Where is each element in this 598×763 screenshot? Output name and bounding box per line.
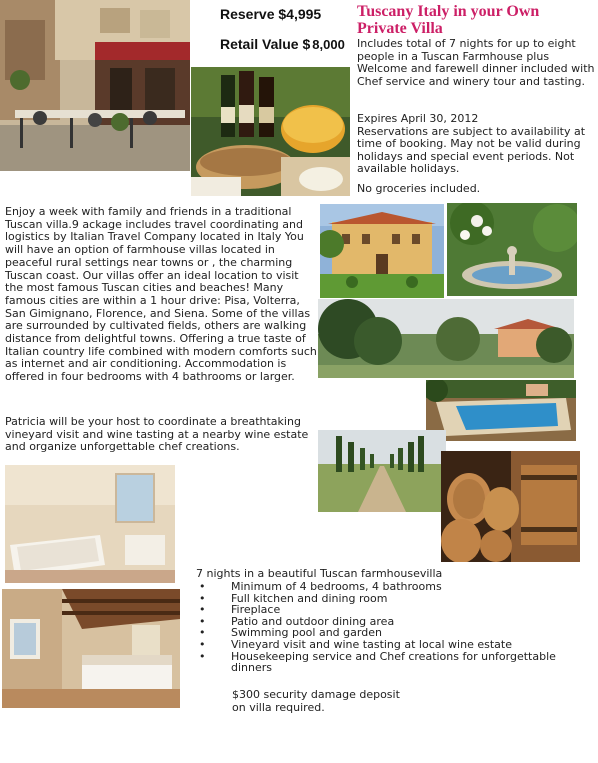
retail-value — [220, 36, 345, 52]
bedroom-photo — [2, 589, 180, 708]
cafe-street-photo — [0, 0, 190, 171]
amenity-item: • Full kitchen and dining room — [196, 593, 586, 605]
bathroom-photo — [5, 465, 175, 583]
wine-cheese-photo — [191, 67, 350, 196]
terms-block — [357, 113, 595, 176]
swimming-pool-photo — [426, 380, 576, 441]
reserve-price: Reserve $4,995 — [220, 6, 322, 22]
offer-title: Tuscany Italy in your Own Private Villa — [357, 3, 540, 37]
retail-value-label: Retail Value $ — [220, 36, 311, 52]
amenity-item: • Minimum of 4 bedrooms, 4 bathrooms — [196, 581, 586, 593]
amenity-item: • Vineyard visit and wine tasting at local wine estate — [196, 639, 586, 651]
description-paragraph-2: Patricia will be your host to coordinate a breathtaking vineyard visit and wine tasting at a nearby wine estate and organize unforgettable chef creations. — [5, 415, 309, 454]
amenities-list — [196, 581, 586, 674]
reservation-terms: Reservations are subject to availability at time of booking. May not be valid during holidays and special event periods. Not available holidays. — [357, 124, 586, 176]
expiry-date: Expires April 30, 2012 — [357, 112, 479, 125]
amenity-item: • Fireplace — [196, 604, 586, 616]
retail-value-amount: 8,000 — [312, 37, 345, 52]
wine-barrels-photo — [441, 451, 580, 562]
amenity-item: • Housekeeping service and Chef creations for unforgettable dinners — [196, 651, 586, 674]
cypress-avenue-photo — [318, 430, 446, 512]
description-paragraph-1: Enjoy a week with family and friends in a traditional Tuscan villa.9 ackage includes travel coordinating and logistics by Italian Travel Company located in Italy You will have an option of farmhouse villas located in peaceful rural settings near towns or , the charming Tuscan coast. Our villas offer an ideal location to visit the most famous Tuscan cities and beaches! Many famous cities are within a 1 hour drive: Pisa, Volterra, San Gimignano, Florence, and Siena. Some of the villas are surrounded by cultivated fields, others are walking distance from delightful towns. Offering a true taste of Italian country life combined with modern comforts such as internet and air conditioning. Accommodation is offered in four bedrooms with 4 bathrooms or larger. — [5, 205, 317, 384]
garden-fountain-photo — [447, 203, 577, 296]
villa-exterior-photo — [320, 204, 444, 298]
amenities-heading: 7 nights in a beautiful Tuscan farmhousevilla — [196, 567, 443, 580]
amenity-item: • Swimming pool and garden — [196, 627, 586, 639]
groceries-note: No groceries included. — [357, 182, 481, 195]
villa-hills-photo — [318, 299, 574, 378]
offer-intro: Includes total of 7 nights for up to eight people in a Tuscan Farmhouse plus Welcome and farewell dinner included with Chef service and winery tour and tasting. — [357, 37, 595, 88]
security-deposit-note: $300 security damage deposit on villa required. — [232, 688, 400, 714]
amenity-item: • Patio and outdoor dining area — [196, 616, 586, 628]
